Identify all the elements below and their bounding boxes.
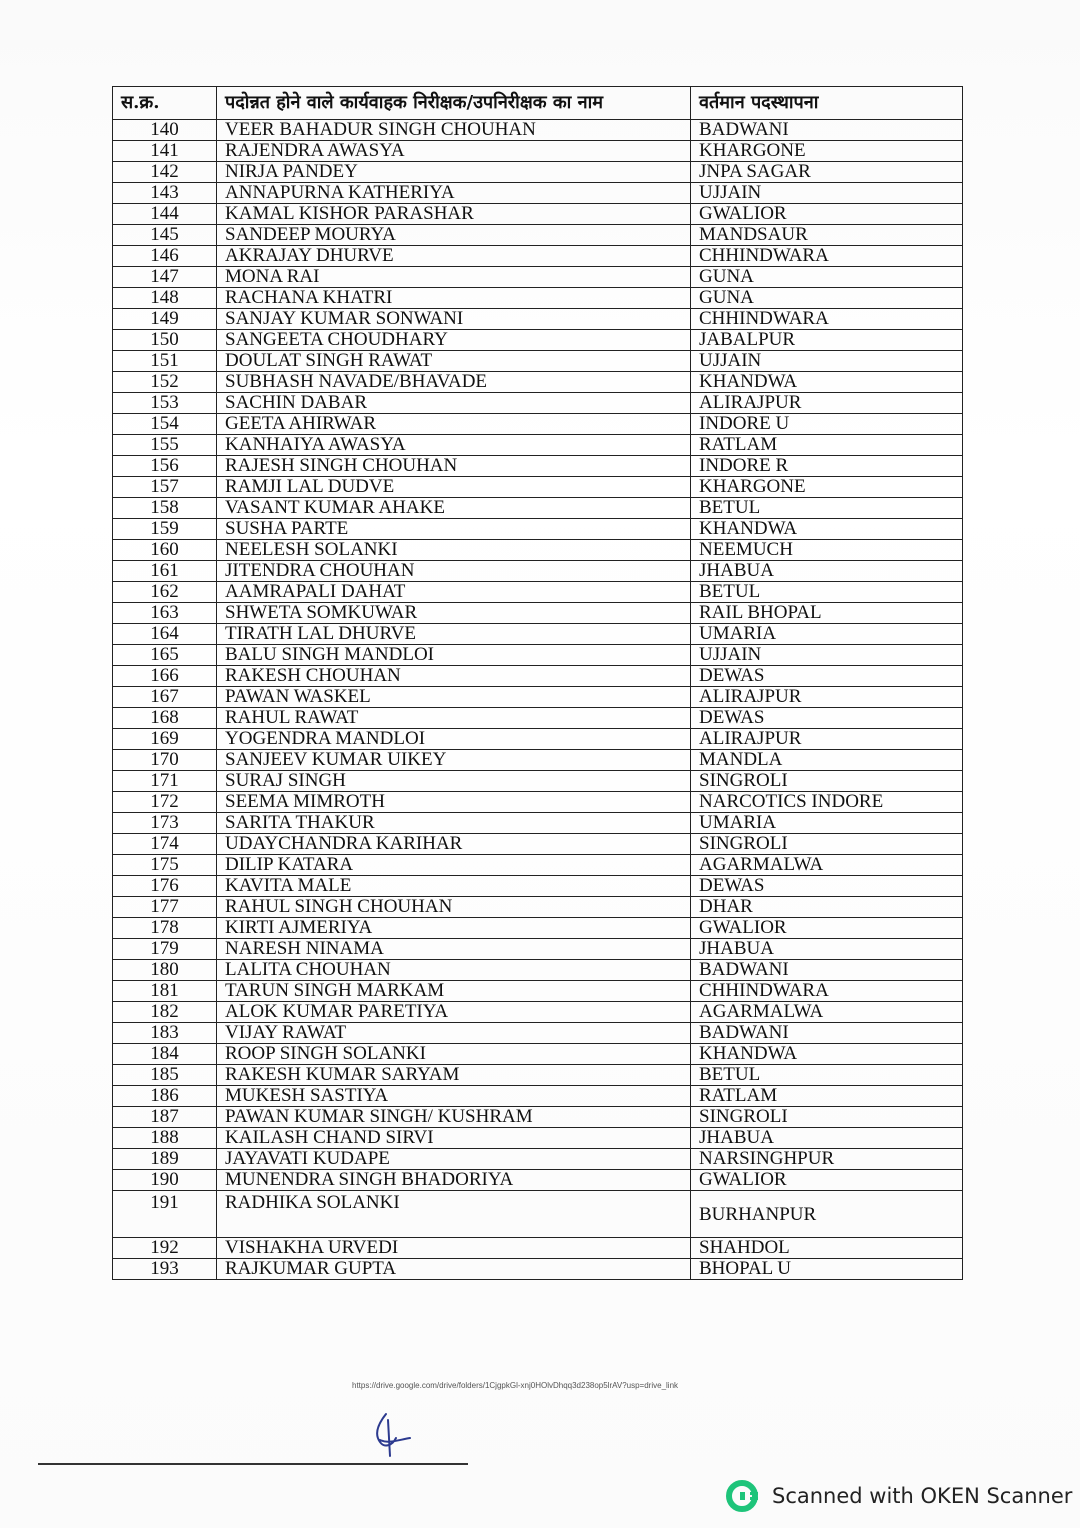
table-row [113, 939, 963, 960]
current-posting-cell: MANDLA [691, 750, 963, 771]
serial-number-cell: 149 [113, 309, 217, 330]
officer-name-cell: UDAYCHANDRA KARIHAR [217, 834, 691, 855]
table-row [113, 1023, 963, 1044]
current-posting-cell: MANDSAUR [691, 225, 963, 246]
officer-name-cell: SANJEEV KUMAR UIKEY [217, 750, 691, 771]
table-row [113, 918, 963, 939]
officer-name-cell: SEEMA MIMROTH [217, 792, 691, 813]
serial-number-cell: 169 [113, 729, 217, 750]
serial-number-cell: 159 [113, 519, 217, 540]
officer-name-cell: SANDEEP MOURYA [217, 225, 691, 246]
table-row [113, 729, 963, 750]
table-row [113, 1238, 963, 1259]
current-posting-cell: NEEMUCH [691, 540, 963, 561]
serial-number-cell: 190 [113, 1170, 217, 1191]
current-posting-cell: JHABUA [691, 1128, 963, 1149]
serial-number-cell: 161 [113, 561, 217, 582]
table-row [113, 1191, 963, 1238]
table-row [113, 519, 963, 540]
serial-number-cell: 178 [113, 918, 217, 939]
table-row [113, 477, 963, 498]
serial-number-cell: 146 [113, 246, 217, 267]
promotion-list-table [112, 86, 963, 1280]
serial-number-cell: 145 [113, 225, 217, 246]
current-posting-cell: GUNA [691, 288, 963, 309]
officer-name-cell: ROOP SINGH SOLANKI [217, 1044, 691, 1065]
current-posting-cell: AGARMALWA [691, 1002, 963, 1023]
officer-name-cell: RAJENDRA AWASYA [217, 141, 691, 162]
current-posting-cell: SINGROLI [691, 1107, 963, 1128]
handwritten-mark [366, 1410, 416, 1458]
serial-number-cell: 162 [113, 582, 217, 603]
officer-name-cell: VASANT KUMAR AHAKE [217, 498, 691, 519]
current-posting-cell: DEWAS [691, 708, 963, 729]
current-posting-cell: INDORE U [691, 414, 963, 435]
officer-name-cell: AAMRAPALI DAHAT [217, 582, 691, 603]
current-posting-cell: INDORE R [691, 456, 963, 477]
current-posting-cell: CHHINDWARA [691, 981, 963, 1002]
serial-number-cell: 160 [113, 540, 217, 561]
table-row [113, 1149, 963, 1170]
header-current-posting: वर्तमान पदस्थापना [691, 87, 963, 120]
officer-name-cell: SUBHASH NAVADE/BHAVADE [217, 372, 691, 393]
table-row [113, 330, 963, 351]
table-row [113, 771, 963, 792]
current-posting-cell: SINGROLI [691, 834, 963, 855]
serial-number-cell: 184 [113, 1044, 217, 1065]
serial-number-cell: 151 [113, 351, 217, 372]
current-posting-cell: KHARGONE [691, 477, 963, 498]
current-posting-cell: DEWAS [691, 666, 963, 687]
officer-name-cell: DOULAT SINGH RAWAT [217, 351, 691, 372]
table-row [113, 561, 963, 582]
serial-number-cell: 180 [113, 960, 217, 981]
header-serial-number: स.क्र. [113, 87, 217, 120]
serial-number-cell: 147 [113, 267, 217, 288]
scanner-footer-text: Scanned with OKEN Scanner [772, 1484, 1073, 1508]
serial-number-cell: 189 [113, 1149, 217, 1170]
table-row [113, 435, 963, 456]
table-row [113, 225, 963, 246]
officer-name-cell: RAJKUMAR GUPTA [217, 1259, 691, 1280]
officer-name-cell: RAMJI LAL DUDVE [217, 477, 691, 498]
officer-name-cell: VIJAY RAWAT [217, 1023, 691, 1044]
serial-number-cell: 171 [113, 771, 217, 792]
current-posting-cell: NARSINGHPUR [691, 1149, 963, 1170]
current-posting-cell: SHAHDOL [691, 1238, 963, 1259]
current-posting-cell: BURHANPUR [691, 1191, 963, 1238]
table-row [113, 960, 963, 981]
table-row [113, 246, 963, 267]
officer-name-cell: PAWAN KUMAR SINGH/ KUSHRAM [217, 1107, 691, 1128]
table-body [113, 120, 963, 1280]
serial-number-cell: 177 [113, 897, 217, 918]
current-posting-cell: GWALIOR [691, 918, 963, 939]
officer-name-cell: RAHUL RAWAT [217, 708, 691, 729]
table-row [113, 1170, 963, 1191]
current-posting-cell: DEWAS [691, 876, 963, 897]
current-posting-cell: CHHINDWARA [691, 246, 963, 267]
officer-name-cell: YOGENDRA MANDLOI [217, 729, 691, 750]
officer-name-cell: SANJAY KUMAR SONWANI [217, 309, 691, 330]
serial-number-cell: 185 [113, 1065, 217, 1086]
table-row [113, 708, 963, 729]
table-row [113, 876, 963, 897]
current-posting-cell: UMARIA [691, 813, 963, 834]
table-row [113, 1065, 963, 1086]
officer-name-cell: LALITA CHOUHAN [217, 960, 691, 981]
current-posting-cell: KHANDWA [691, 1044, 963, 1065]
officer-name-cell: ANNAPURNA KATHERIYA [217, 183, 691, 204]
table-row [113, 288, 963, 309]
serial-number-cell: 183 [113, 1023, 217, 1044]
serial-number-cell: 168 [113, 708, 217, 729]
current-posting-cell: UJJAIN [691, 183, 963, 204]
serial-number-cell: 186 [113, 1086, 217, 1107]
current-posting-cell: JHABUA [691, 561, 963, 582]
serial-number-cell: 167 [113, 687, 217, 708]
serial-number-cell: 179 [113, 939, 217, 960]
officer-name-cell: BALU SINGH MANDLOI [217, 645, 691, 666]
serial-number-cell: 170 [113, 750, 217, 771]
current-posting-cell: NARCOTICS INDORE [691, 792, 963, 813]
table-row [113, 897, 963, 918]
serial-number-cell: 193 [113, 1259, 217, 1280]
serial-number-cell: 174 [113, 834, 217, 855]
current-posting-cell: UJJAIN [691, 645, 963, 666]
officer-name-cell: SUSHA PARTE [217, 519, 691, 540]
current-posting-cell: CHHINDWARA [691, 309, 963, 330]
table-row [113, 141, 963, 162]
officer-name-cell: GEETA AHIRWAR [217, 414, 691, 435]
table-row [113, 120, 963, 141]
table-row [113, 393, 963, 414]
serial-number-cell: 192 [113, 1238, 217, 1259]
current-posting-cell: BADWANI [691, 120, 963, 141]
officer-name-cell: VEER BAHADUR SINGH CHOUHAN [217, 120, 691, 141]
table-row [113, 204, 963, 225]
officer-name-cell: KAVITA MALE [217, 876, 691, 897]
table-header-row [113, 87, 963, 120]
current-posting-cell: RATLAM [691, 1086, 963, 1107]
table-row [113, 1259, 963, 1280]
officer-name-cell: MUKESH SASTIYA [217, 1086, 691, 1107]
officer-name-cell: KAILASH CHAND SIRVI [217, 1128, 691, 1149]
current-posting-cell: BETUL [691, 1065, 963, 1086]
officer-name-cell: SURAJ SINGH [217, 771, 691, 792]
current-posting-cell: BHOPAL U [691, 1259, 963, 1280]
current-posting-cell: JNPA SAGAR [691, 162, 963, 183]
table-row [113, 666, 963, 687]
serial-number-cell: 182 [113, 1002, 217, 1023]
officer-name-cell: RADHIKA SOLANKI [217, 1191, 691, 1238]
table-row [113, 582, 963, 603]
current-posting-cell: RATLAM [691, 435, 963, 456]
page-bottom-rule [38, 1463, 468, 1465]
current-posting-cell: SINGROLI [691, 771, 963, 792]
serial-number-cell: 165 [113, 645, 217, 666]
serial-number-cell: 154 [113, 414, 217, 435]
serial-number-cell: 191 [113, 1191, 217, 1238]
scanner-footer [726, 1478, 1072, 1514]
current-posting-cell: GWALIOR [691, 204, 963, 225]
table-row [113, 792, 963, 813]
current-posting-cell: GWALIOR [691, 1170, 963, 1191]
officer-name-cell: SACHIN DABAR [217, 393, 691, 414]
officer-name-cell: RACHANA KHATRI [217, 288, 691, 309]
officer-name-cell: AKRAJAY DHURVE [217, 246, 691, 267]
serial-number-cell: 144 [113, 204, 217, 225]
serial-number-cell: 172 [113, 792, 217, 813]
table-row [113, 267, 963, 288]
officer-name-cell: RAKESH KUMAR SARYAM [217, 1065, 691, 1086]
serial-number-cell: 163 [113, 603, 217, 624]
serial-number-cell: 153 [113, 393, 217, 414]
table-row [113, 351, 963, 372]
serial-number-cell: 141 [113, 141, 217, 162]
serial-number-cell: 157 [113, 477, 217, 498]
officer-name-cell: DILIP KATARA [217, 855, 691, 876]
current-posting-cell: BADWANI [691, 1023, 963, 1044]
officer-name-cell: KAMAL KISHOR PARASHAR [217, 204, 691, 225]
table-row [113, 750, 963, 771]
table-row [113, 1128, 963, 1149]
officer-name-cell: RAJESH SINGH CHOUHAN [217, 456, 691, 477]
table-row [113, 162, 963, 183]
current-posting-cell: JHABUA [691, 939, 963, 960]
officer-name-cell: NARESH NINAMA [217, 939, 691, 960]
oken-scanner-logo-icon [726, 1478, 762, 1514]
current-posting-cell: ALIRAJPUR [691, 687, 963, 708]
officer-name-cell: NIRJA PANDEY [217, 162, 691, 183]
current-posting-cell: DHAR [691, 897, 963, 918]
current-posting-cell: UJJAIN [691, 351, 963, 372]
serial-number-cell: 166 [113, 666, 217, 687]
serial-number-cell: 188 [113, 1128, 217, 1149]
current-posting-cell: AGARMALWA [691, 855, 963, 876]
table-row [113, 834, 963, 855]
table-row [113, 687, 963, 708]
current-posting-cell: KHARGONE [691, 141, 963, 162]
officer-name-cell: TARUN SINGH MARKAM [217, 981, 691, 1002]
current-posting-cell: JABALPUR [691, 330, 963, 351]
serial-number-cell: 142 [113, 162, 217, 183]
current-posting-cell: GUNA [691, 267, 963, 288]
officer-name-cell: TIRATH LAL DHURVE [217, 624, 691, 645]
officer-name-cell: MONA RAI [217, 267, 691, 288]
current-posting-cell: ALIRAJPUR [691, 729, 963, 750]
officer-name-cell: MUNENDRA SINGH BHADORIYA [217, 1170, 691, 1191]
table-row [113, 309, 963, 330]
serial-number-cell: 143 [113, 183, 217, 204]
officer-name-cell: PAWAN WASKEL [217, 687, 691, 708]
current-posting-cell: RAIL BHOPAL [691, 603, 963, 624]
officer-name-cell: RAHUL SINGH CHOUHAN [217, 897, 691, 918]
officer-name-cell: ALOK KUMAR PARETIYA [217, 1002, 691, 1023]
serial-number-cell: 155 [113, 435, 217, 456]
officer-name-cell: KANHAIYA AWASYA [217, 435, 691, 456]
table-row [113, 183, 963, 204]
serial-number-cell: 140 [113, 120, 217, 141]
table-row [113, 540, 963, 561]
table-row [113, 1002, 963, 1023]
table-row [113, 1086, 963, 1107]
current-posting-cell: BETUL [691, 498, 963, 519]
table-row [113, 813, 963, 834]
officer-name-cell: VISHAKHA URVEDI [217, 1238, 691, 1259]
serial-number-cell: 175 [113, 855, 217, 876]
current-posting-cell: KHANDWA [691, 372, 963, 393]
table-row [113, 1044, 963, 1065]
table-row [113, 645, 963, 666]
table-row [113, 855, 963, 876]
serial-number-cell: 176 [113, 876, 217, 897]
header-officer-name: पदोन्नत होने वाले कार्यवाहक निरीक्षक/उपनिरीक्षक का नाम [217, 87, 691, 120]
table-row [113, 981, 963, 1002]
table-row [113, 1107, 963, 1128]
officer-name-cell: SHWETA SOMKUWAR [217, 603, 691, 624]
serial-number-cell: 181 [113, 981, 217, 1002]
serial-number-cell: 148 [113, 288, 217, 309]
serial-number-cell: 152 [113, 372, 217, 393]
serial-number-cell: 173 [113, 813, 217, 834]
officer-name-cell: NEELESH SOLANKI [217, 540, 691, 561]
serial-number-cell: 158 [113, 498, 217, 519]
officer-name-cell: SANGEETA CHOUDHARY [217, 330, 691, 351]
table-row [113, 624, 963, 645]
serial-number-cell: 164 [113, 624, 217, 645]
table-row [113, 456, 963, 477]
serial-number-cell: 156 [113, 456, 217, 477]
table-row [113, 414, 963, 435]
drive-link-text: https://drive.google.com/drive/folders/1CjgpkGl-xnj0HOlvDhqq3d238op5lrAV?usp=drive_link [352, 1381, 679, 1390]
table-row [113, 372, 963, 393]
serial-number-cell: 150 [113, 330, 217, 351]
table-row [113, 498, 963, 519]
table-row [113, 603, 963, 624]
current-posting-cell: BADWANI [691, 960, 963, 981]
current-posting-cell: UMARIA [691, 624, 963, 645]
officer-name-cell: SARITA THAKUR [217, 813, 691, 834]
current-posting-cell: BETUL [691, 582, 963, 603]
current-posting-cell: KHANDWA [691, 519, 963, 540]
officer-name-cell: RAKESH CHOUHAN [217, 666, 691, 687]
officer-name-cell: JITENDRA CHOUHAN [217, 561, 691, 582]
serial-number-cell: 187 [113, 1107, 217, 1128]
current-posting-cell: ALIRAJPUR [691, 393, 963, 414]
officer-name-cell: JAYAVATI KUDAPE [217, 1149, 691, 1170]
officer-name-cell: KIRTI AJMERIYA [217, 918, 691, 939]
